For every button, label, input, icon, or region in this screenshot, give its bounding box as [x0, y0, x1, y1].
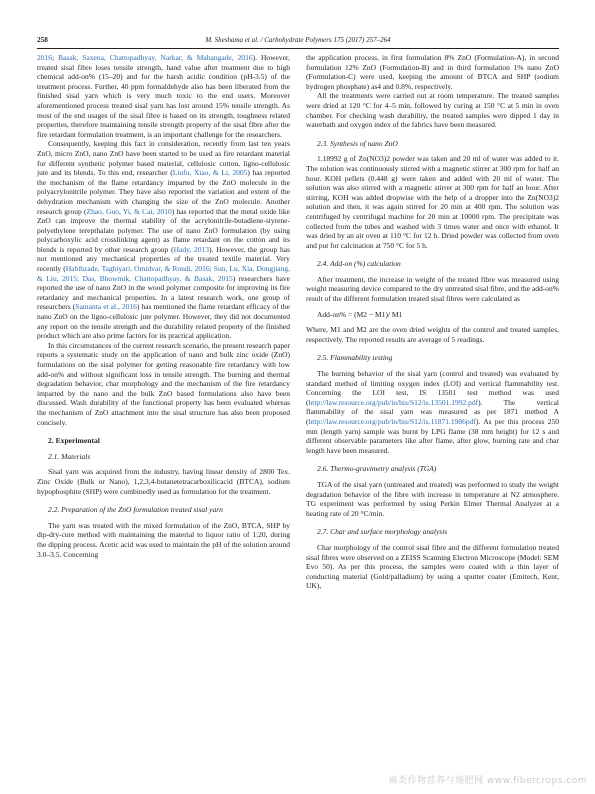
text: The burning behavior of the sisal yarn (control and treated) was evaluated by standard method of limiting oxygen index (LOI) and vertical flammability test. Concerning the LOI test, IS 13501 test method was used (: [306, 369, 559, 407]
text: Consequently, keeping this fact in consideration, recently from last ten years ZnO, micro ZnO, nano ZnO have been started to be used as fire retardant material for different synthetic polymer based material, cellulosic cotton, ligno-cellulosic jute and its blends. To this end, researcher (: [37, 139, 290, 178]
subsection-heading: 2.2. Preparation of the ZnO formulation treated sisal yarn: [48, 505, 223, 515]
text: ). As per this process 250 mm (length yarn) sample was burnt by LPG flame (38 mm height) for 12 s and different observable parameters like after flame, after glow, burning rate and char length have been measured.: [306, 417, 559, 455]
left-column: [37, 53, 290, 559]
paragraph: [37, 139, 290, 340]
citation-link[interactable]: 2016: [37, 53, 52, 62]
text: ) has reported the mechanism of the flame retardancy imparted by the ZnO molecule in the polyacrylonitrile polymer. They have also reported the variation and extent of the dehydration mechanism with changing the size of the ZnO molecule. Another research group (: [37, 168, 290, 216]
journal-citation: M. Sheshama et al. / Carbohydrate Polymers 175 (2017) 257–264: [205, 36, 391, 44]
subsection-heading: 2.6. Thermo-gravimetry analysis (TGA): [317, 464, 437, 474]
url-link[interactable]: http://law.resource.org/pub/in/bis/S12/is.13501.1992.pdf: [308, 397, 479, 407]
page-number: 258: [37, 36, 48, 44]
text: ) researchers have reported the use of nano ZnO in the wood polymer composite for improving its fire retardancy and mechanical properties. In a latest research work, one group of researchers (: [37, 273, 290, 312]
text: ). The vertical flammability of the sisal yarn was measured as per 1871 method A (: [306, 397, 559, 426]
paragraph: All the treatments were carried out at room temperature. The treated samples were dried at 120 °C for 4–5 min, followed by curing at 150 °C at 5 min in oven chamber. For checking wash durability, the treated samples were dipped 1 day in waterbath and oxygen index of the fabrics have been measured.: [306, 91, 559, 130]
text: ). However, treated sisal fibre loses tensile strength, hand value after treatment due to high chemical add-on% (15–20) and for the harsh acidic condition (pH-3.5) of the treatment process. Further, 40 ppm formaldehyde also has been liberated from the finished sisal yarn which is very much toxic to the end users. Moreover aforementioned process treated sisal yarn has lost around 15% tensile strength. As most of the end usages of the sisal fibre is based on its strength, toughness related properties, therefore maintaining tensile strength property of the sisal fibre after the fire retardant formulation treatment, is an important challenge for the researchers.: [37, 53, 291, 139]
citation-link[interactable]: Liufu, Xiao, & Li, 2005: [172, 168, 248, 178]
subsection-heading: 2.3. Synthesis of nano ZnO: [317, 138, 398, 148]
text: ) has mentioned the flame retardant efficacy of the nano ZnO on the ligno-cellulosic jute polymer. However, they did not documented any report on the tensile strength and the durability related property of the finished product which are also prime factors for its practical application.: [37, 302, 290, 341]
subsection-heading: 2.7. Char and surface morphology analysis: [317, 527, 448, 537]
paragraph: The yarn was treated with the mixed formulation of the ZnO, BTCA, SHP by dip-dry-cure method with maintaining the material to liquor ratio of 1:20, during the dipping process. Acetic acid was used to maintain the pH of the solution around 3.0–3.5. Concerning: [37, 520, 290, 559]
text: ). However, the group has not mentioned any mechanical properties of the treated textile material. Very recently (: [37, 244, 290, 274]
subsection-heading: 2.5. Flammability testing: [317, 353, 393, 363]
citation-link[interactable]: Basak, Saxena, Chattopadhyay, Narkar, & Mahangade, 2016: [58, 53, 253, 62]
citation-link[interactable]: Zhao, Guo, Yi, & Cai, 2010: [86, 206, 172, 216]
paragraph: Sisal yarn was acquired from the industry, having linear density of 2800 Tex. Zinc Oxide (Bulk or Nano), 1,2,3,4-butanetetracarboxilicacid (BTCA), sodium hypophosphite (SHP) were combinedly used as formulation for the treatment.: [37, 467, 290, 496]
text: ) has reported that the metal oxide like ZnO can improve the thermal stability of the acrylonitrile-butadiene-styrene-polyethylene terepthalate polymer. The use of nano ZnO formulation (by using polycarboxylic acid crosslinking agent) as flame retardant on the cotton and its blends is reported by other research group (: [37, 206, 290, 254]
right-column: [306, 53, 559, 591]
paragraph: TGA of the sisal yarn (untreated and treated) was performed to study the weight degradation behavior of the fibre with increase in temperature at N2 atmosphere. TG experiment was performed by using Perkin Elmer Thermal Analyzer at a heating rate of 20 °C/min.: [306, 479, 559, 518]
site-watermark: 麻类作物营养与施肥网 www.fibercrops.com: [388, 776, 587, 786]
paragraph: In this circumstances of the current research scenario, the present research paper reports a systematic study on the application of nano and bulk zinc oxide (ZnO) formulations on the sisal polymer for getting reasonable fire retardancy with low add-on% and without significant loss in tensile strength. The burning and thermal degradation behavior, char morphology and the mechanism of the fire retardancy imparted by the nano and the bulk ZnO based formulations also have been discussed. Wash durability of the functional property has been evaluated whereas the mechanism of ZnO attachment into the sisal structure has also been proposed concisely.: [37, 340, 290, 427]
running-header: [37, 36, 559, 48]
add-on-formula: Add-on% = (M2 − M1)/ M1: [317, 309, 403, 319]
subsection-heading: 2.1. Materials: [48, 451, 91, 461]
url-link[interactable]: http://law.resource.org/pub/in/bis/S12/is.11871.1986pdf: [308, 417, 476, 426]
citation-link[interactable]: Habibzade, Taghiyari, Omidvar, & Roudi, 2016; Sun, Lu, Xia, Dongjiang, & Liu, 2015; Das, Bhowmik, Chattopadhyay, & Basak, 2015: [37, 264, 290, 283]
paragraph: After treatment, the increase in weight of the treated fibre was measured using weight measuring device compared to the dry untreated sisal fibre, and the add-on% result of the different formulation treated sisal fibres were calculated as: [306, 274, 559, 304]
citation-link[interactable]: Samanta et al., 2016: [75, 302, 137, 312]
paragraph: the application process, in first formulation 8% ZnO (Formulation-A), in second formulation 12% ZnO (Formulation-B) and in third formulation 1% nano ZnO (Formulation-C) were used, keeping the amount of BTCA and SHP (sodium hydrogen phosphate) as4 and 0.8%, respectively.: [306, 53, 559, 91]
header-rule: [37, 48, 559, 49]
paragraph: [37, 53, 290, 139]
section-heading: 2. Experimental: [48, 436, 100, 446]
paragraph: Where, M1 and M2 are the oven dried weights of the control and treated samples, respectively. The reported results are average of 5 readings.: [306, 325, 559, 344]
paragraph: Char morphology of the control sisal fibre and the different formulation treated sisal fibres were observed on a ZEISS Scanning Electron Microscope (Model: SEM Evo 50). As per this process, the samples were coated with a thin layer of conducting material (Gold/palladium) by using a sputter coater (Emitech, Kent, UK),: [306, 542, 559, 591]
paragraph: 1.18992 g of Zn(NO3)2 powder was taken and 20 ml of water was added to it. The solution was continuously stirred with a magnetic stirrer at 300 rpm for half an hour. KOH pellets (0.448 g) were taken and added with 20 ml of water. The solution was also stirred with a magnetic stirrer at 300 rpm for half an hour. After stirring, KOH was added dropwise with the help of a dropper into the Zn(NO3)2 solution and then, it was again stirred for 20 min at 400 rpm. The solution was centrifuged by centrifugal machine for 20 min at 10000 rpm. The precipitate was collected from the tubes and washed with 3 times water and once with ethanol. It was dried by an air oven at 110 °C for 12 h. Dried powder was collected from oven and put for calcination at 750 °C for 5 h.: [306, 154, 559, 250]
paragraph: [306, 369, 559, 455]
subsection-heading: 2.4. Add-on (%) calculation: [317, 259, 401, 269]
text: ;: [52, 53, 59, 62]
citation-link[interactable]: Hady, 2013: [173, 244, 209, 254]
